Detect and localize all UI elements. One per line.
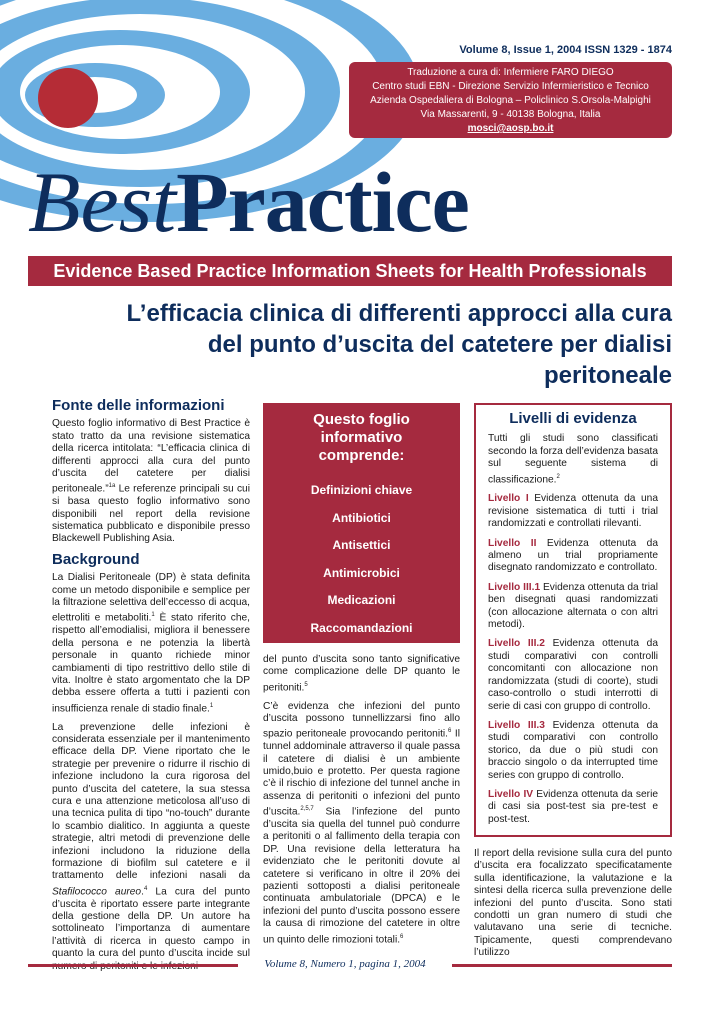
article-title: L’efficacia clinica di differenti approcci alla cura del punto d’uscita del catetere per dialisi peritoneale	[126, 300, 672, 389]
fonte-heading: Fonte delle informazioni	[52, 397, 225, 414]
contents-item: Antimicrobici	[323, 565, 400, 580]
footer	[28, 958, 672, 972]
volume-line: Volume 8, Issue 1, 2004 ISSN 1329 - 1874	[459, 44, 672, 56]
level-item: Livello I Evidenza ottenuta da una revisione sistematica di tutti i trial randomizzati e controllati rilevanti.	[488, 493, 658, 530]
contents-item: Raccomandazioni	[310, 620, 413, 635]
translation-box	[349, 62, 672, 138]
level-item: Livello III.1 Evidenza ottenuta da trial ben disegnati quasi randomizzati (con allocazione alternata o con altri metodi).	[488, 581, 658, 631]
footer-rule-right	[452, 964, 672, 967]
evidence-levels-box	[474, 403, 672, 837]
level-item: Livello III.2 Evidenza ottenuta da studi comparativi con controlli concomitanti con allocazione non randomizzata (studi di coorte), studi caso-controllo o studi interrotti di serie di casi con gruppo di controllo.	[488, 638, 658, 712]
middle-paragraph-1: del punto d’uscita sono tanto significative come complicazione delle DP quanto le peritoniti.$^5$	[263, 654, 460, 694]
address-line: Via Massarenti, 9 - 40138 Bologna, Italia	[420, 109, 601, 120]
translator-line: Traduzione a cura di: Infermiere FARO DIEGO	[407, 67, 614, 78]
contents-box	[263, 403, 460, 643]
best-practice-logo	[28, 152, 678, 252]
level-item: Livello IV Evidenza ottenuta da serie di casi sia post-test sia pre-test e post-test.	[488, 788, 658, 825]
levels-intro: Tutti gli studi sono classificati secondo la forza dell’evidenza basata sul seguente sistema di classificazione.$^2$	[488, 433, 658, 486]
hospital-line: Azienda Ospedaliera di Bologna – Policlinico S.Orsola-Malpighi	[370, 95, 651, 106]
logo-best: Best	[28, 154, 177, 250]
footer-text: Volume 8, Numero 1, pagina 1, 2004	[264, 958, 426, 970]
level-item: Livello II Evidenza ottenuta da almeno un trial propriamente disegnato randomizzato e controllato.	[488, 537, 658, 574]
background-paragraph-1: La Dialisi Peritoneale (DP) è stata definita come un metodo disponibile e semplice per la filtrazione selettiva dell’eccesso di acqua, elettroliti e metaboliti.$^1$ È stato riferito che, rispetto all’emodialisi, migliora il benessere della persona e ne potenzia la libertà personale in quanto richiede minor cambiamenti di tipo restrittivo dello stile di vita. Inoltre è stato argomentato che la DP debba essere offerta a tutti i pazienti con insufficienza renale di stadio finale.$^1$	[52, 572, 250, 715]
email-link[interactable]: mosci@aosp.bo.it	[467, 123, 554, 134]
contents-item: Medicazioni	[327, 593, 396, 607]
levels-heading: Livelli di evidenza	[509, 410, 637, 427]
centre-line: Centro studi EBN - Direzione Servizio Infermieristico e Tecnico	[372, 81, 649, 92]
contents-item: Antibiotici	[332, 510, 391, 525]
contents-item: Antisettici	[332, 538, 391, 552]
footer-rule-left	[28, 964, 238, 967]
contents-heading: Questo foglio informativo comprende:	[313, 411, 410, 464]
background-paragraph-2: La prevenzione delle infezioni è considerata essenziale per il mantenimento efficace della DP. Viene riportato che le strategie per prevenire o ridurre il rischio di infezione includono la cura rigorosa del punto d’uscita del catetere, la sua stessa cura e una attenzione meticolosa all’uso di una tecnica pulita di tipo “no-touch” durante lo scambio dialitico. In aggiunta a queste strategie, altri metodi di prevenzione delle infezioni includono la riduzione della formazione di biofilm sul catetere e il trattamento delle infezioni nasali da Stafilococco aureo.$^4$ La cura del punto d’uscita è riportato essere parte integrante della gestione della DP. Un autore ha sottolineato l’importanza di aumentare l’attività di ricerca in questo campo in quanto la cura del punto d’uscita incide sul numero di peritoniti e le infezioni	[52, 721, 250, 972]
fonte-paragraph: Questo foglio informativo di Best Practice è stato tratto da una revisione sistematica della ricerca intitolata: “L’efficacia clinica di differenti approcci alla cura del punto d’uscita del catetere per dialisi peritoneale.”$^{1a}$ Le referenze principali su cui si basa questo foglio informativo sono disponibili nel report della revisione sistematica pubblicato e disponibile presso Blackewell Publishing Asia.	[52, 418, 250, 545]
right-column	[474, 848, 672, 966]
contents-item: Definizioni chiave	[310, 483, 413, 497]
right-paragraph-1: Il report della revisione sulla cura del punto d’uscita era focalizzato specificatamente sulla identificazione, la valutazione e la sintesi della ricerca sulla prevenzione delle infezioni del punto d’uscita. Sono stati condotti un gran numero di studi che valutavano una serie di tecniche. Tipicamente, questi comprendevano l’utilizzo	[474, 848, 672, 959]
background-heading: Background	[52, 550, 140, 568]
middle-column	[263, 654, 460, 953]
subtitle-band: Evidence Based Practice Information Sheets for Health Professionals	[28, 256, 672, 286]
logo-practice: Practice	[176, 154, 469, 250]
red-dot	[38, 68, 98, 128]
left-column	[52, 397, 250, 979]
level-item: Livello III.3 Evidenza ottenuta da studi comparativi con controllo storico, da due o più studi con braccio singolo o da interrupted time series con gruppo di controllo.	[488, 719, 658, 781]
middle-paragraph-2: C’è evidenza che infezioni del punto d’uscita possono tunnellizzarsi fino allo spazio peritoneale provocando peritoniti.$^6$ Il tunnel addominale attraverso il quale passa il catetere di dialisi è un ambiente umido,buio e protetto. Per questa ragione c’è il rischio di infezione del tunnel anche in assenza di peritoniti o infezioni del punto d’uscita.$^{2,5,7}$ Sia l’infezione del punto d’uscita sia quella del tunnel può condurre a peritoniti o al fallimento della terapia con DP. Una revisione della letteratura ha evidenziato che le peritoniti dovute al catetere si verificano in oltre il 20% dei pazienti sottoposti a dialisi peritoneale continuata ambulatoriale (DPCA) e le infezioni del punto d’uscita possono essere la causa di rimozione del catetere in oltre un quinto delle rimozioni totali.$^6$	[263, 700, 460, 946]
